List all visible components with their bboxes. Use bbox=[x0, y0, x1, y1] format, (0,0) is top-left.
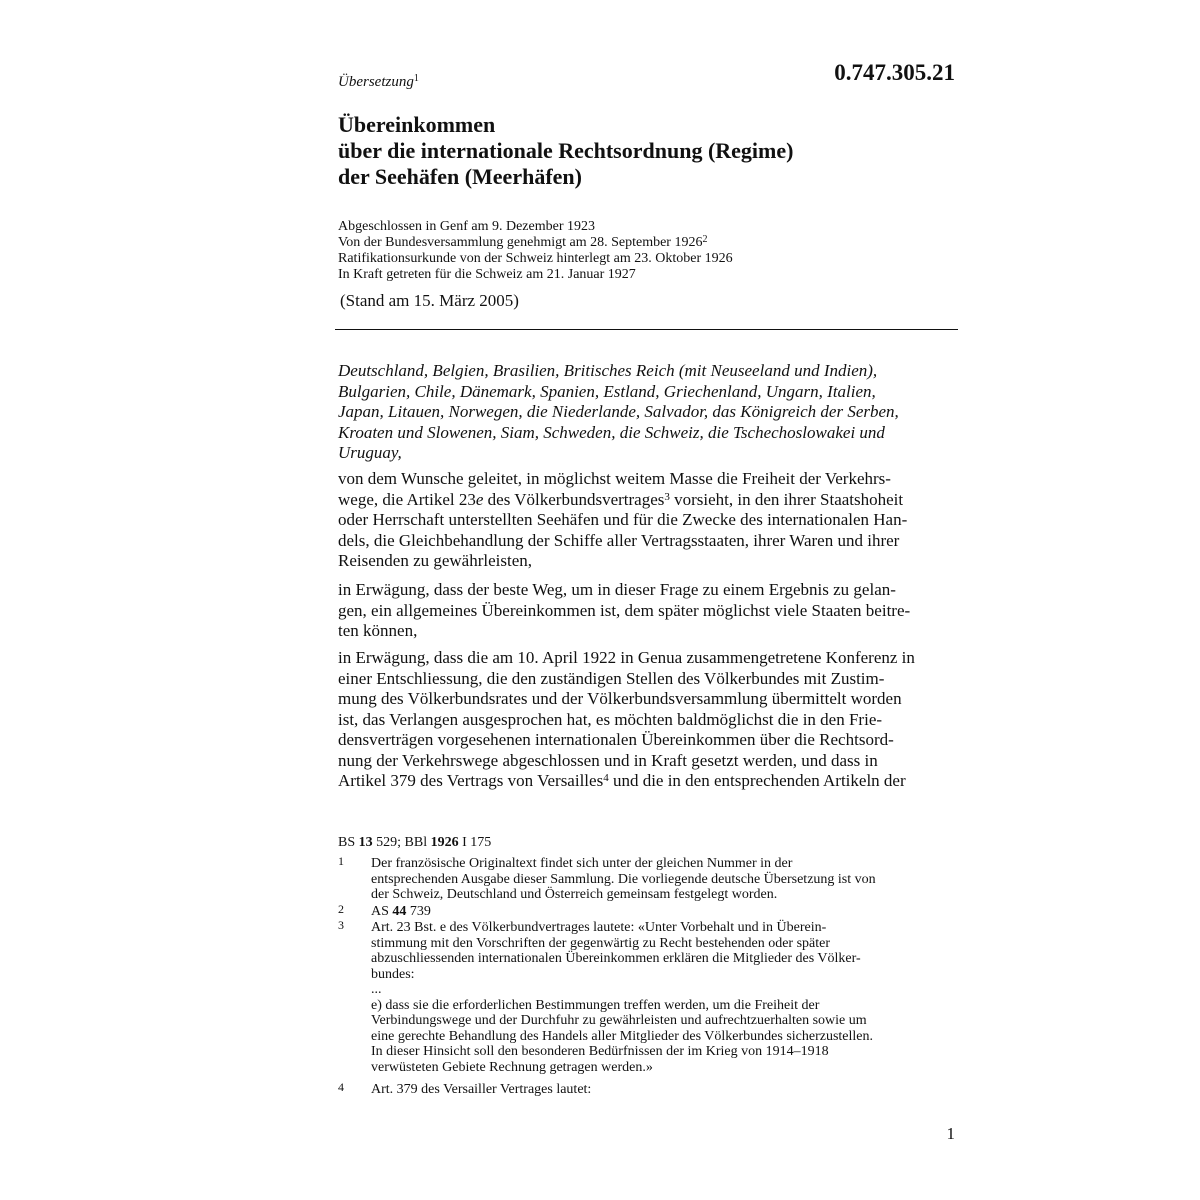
footnote-line: verwüsteten Gebiete Rechnung getragen werden.» bbox=[371, 1059, 653, 1075]
text-span: I 175 bbox=[458, 835, 492, 850]
footnote-line: ... bbox=[371, 982, 382, 997]
text-italic: e bbox=[475, 489, 484, 509]
footnote-number: 2 bbox=[338, 902, 344, 916]
meta-concluded: Abgeschlossen in Genf am 9. Dezember 1923 bbox=[338, 219, 595, 234]
parties-line: Bulgarien, Chile, Dänemark, Spanien, Estland, Griechenland, Ungarn, Italien, bbox=[338, 381, 876, 401]
text-line: von dem Wunsche geleitet, in möglichst weitem Masse die Freiheit der Verkehrs- bbox=[338, 469, 891, 488]
footnote-line: Art. 379 des Versailler Vertrages lautet: bbox=[371, 1082, 592, 1097]
text-line: einer Entschliessung, die den zuständigen Stellen des Völkerbundes mit Zustim- bbox=[338, 668, 885, 688]
text-bold: 13 bbox=[358, 835, 373, 850]
footnote-line: e) dass sie die erforderlichen Bestimmungen treffen werden, um die Freiheit der bbox=[371, 997, 820, 1013]
parties-line: Kroaten und Slowenen, Siam, Schweden, die Schweiz, die Tschechoslowakei und bbox=[338, 422, 885, 442]
meta-approved-text: Von der Bundesversammlung genehmigt am 28. September 1926 bbox=[338, 235, 703, 250]
text-span: Artikel 379 des Vertrags von Versailles bbox=[338, 771, 604, 790]
footnote-text bbox=[371, 920, 961, 1075]
footnote-text bbox=[371, 904, 961, 920]
footnote-number: 4 bbox=[338, 1080, 344, 1094]
document-meta bbox=[338, 219, 958, 283]
footnote-line: Verbindungswege und der Durchfuhr zu gewährleisten und aufrechtzuerhalten sowie um bbox=[371, 1013, 867, 1028]
footnote-line bbox=[371, 904, 961, 920]
footnote-line: entsprechenden Ausgabe dieser Sammlung. Die vorliegende deutsche Übersetzung ist von bbox=[371, 871, 876, 887]
page-number: 1 bbox=[946, 1124, 955, 1143]
footnote-number: 1 bbox=[338, 854, 344, 868]
preamble-paragraph-3 bbox=[338, 648, 958, 792]
meta-ratification: Ratifikationsurkunde von der Schweiz hinterlegt am 23. Oktober 1926 bbox=[338, 251, 733, 266]
footnote-line: stimmung mit den Vorschriften der gegenwärtig zu Recht bestehenden oder später bbox=[371, 935, 831, 951]
translation-text: Übersetzung bbox=[338, 74, 414, 90]
title-line-3: der Seehäfen (Meerhäfen) bbox=[338, 164, 582, 189]
status-date: (Stand am 15. März 2005) bbox=[340, 291, 519, 310]
meta-in-force: In Kraft getreten für die Schweiz am 21. Januar 1927 bbox=[338, 267, 636, 282]
header-divider bbox=[335, 329, 958, 330]
footnote-line: der Schweiz, Deutschland und Österreich gemeinsam festgelegt worden. bbox=[371, 887, 778, 902]
text-line: in Erwägung, dass die am 10. April 1922 in Genua zusammengetretene Konferenz in bbox=[338, 648, 915, 667]
text-line: oder Herrschaft unterstellten Seehäfen und für die Zwecke des internationalen Han- bbox=[338, 510, 908, 529]
text-bold: 1926 bbox=[430, 835, 459, 850]
footnote-ref-4[interactable]: 4 bbox=[603, 772, 609, 784]
parties-line: Uruguay, bbox=[338, 443, 402, 462]
footnote-line: eine gerechte Behandlung des Handels aller Mitglieder des Völkerbundes sicherzustellen. bbox=[371, 1028, 874, 1044]
text-line: ten können, bbox=[338, 621, 418, 640]
text-span: wege, die Artikel 23 bbox=[338, 489, 476, 509]
text-span: AS bbox=[371, 904, 393, 919]
text-line: in Erwägung, dass der beste Weg, um in dieser Frage zu einem Ergebnis zu gelan- bbox=[338, 580, 896, 599]
footnote-line: Art. 23 Bst. e des Völkerbundvertrages lautete: «Unter Vorbehalt und in Überein- bbox=[371, 920, 827, 935]
text-span: BS bbox=[338, 835, 359, 850]
text-span: des Völkerbundsvertrages bbox=[483, 489, 665, 509]
contracting-parties bbox=[338, 361, 958, 464]
text-line bbox=[338, 771, 958, 792]
translation-label bbox=[338, 74, 419, 91]
preamble-paragraph-2 bbox=[338, 580, 958, 642]
document-title bbox=[338, 112, 958, 190]
title-line-2: über die internationale Rechtsordnung (Regime) bbox=[338, 138, 794, 163]
text-span: 739 bbox=[406, 904, 431, 919]
title-line-1: Übereinkommen bbox=[338, 112, 496, 137]
text-line: densverträgen vorgesehenen internationalen Übereinkommen über die Rechtsord- bbox=[338, 730, 894, 749]
text-line: nung der Verkehrswege abgeschlossen und in Kraft gesetzt werden, und dass in bbox=[338, 750, 878, 770]
footnote-number: 3 bbox=[338, 918, 344, 932]
footnote-ref-3[interactable]: 3 bbox=[664, 490, 670, 503]
preamble-paragraph-1 bbox=[338, 469, 958, 572]
text-span: 529; BBl bbox=[372, 835, 431, 850]
text-line: Reisenden zu gewährleisten, bbox=[338, 551, 533, 570]
footnote-line: bundes: bbox=[371, 966, 415, 982]
text-line bbox=[338, 490, 958, 511]
text-line: dels, die Gleichbehandlung der Schiffe aller Vertragsstaaten, ihrer Waren und ihrer bbox=[338, 530, 900, 550]
text-bold: 44 bbox=[392, 904, 407, 919]
footnote-line: abzuschliessenden internationalen Übereinkommen erklären die Mitglieder des Völker- bbox=[371, 951, 861, 966]
parties-line: Deutschland, Belgien, Brasilien, Britisches Reich (mit Neuseeland und Indien), bbox=[338, 361, 878, 380]
text-line: mung des Völkerbundsrates und der Völkerbundsversammlung übermittelt worden bbox=[338, 689, 902, 708]
sr-number: 0.747.305.21 bbox=[834, 60, 955, 85]
text-line: gen, ein allgemeines Übereinkommen ist, dem später möglichst viele Staaten beitre- bbox=[338, 600, 911, 620]
text-line: ist, das Verlangen ausgesprochen hat, es möchten baldmöglichst die in den Frie- bbox=[338, 709, 883, 729]
source-references bbox=[338, 835, 491, 851]
meta-approved bbox=[338, 235, 958, 251]
footnote-line: Der französische Originaltext findet sich unter der gleichen Nummer in der bbox=[371, 856, 793, 871]
parties-line: Japan, Litauen, Norwegen, die Niederlande, Salvador, das Königreich der Serben, bbox=[338, 402, 899, 421]
footnote-line: In dieser Hinsicht soll den besonderen Bedürfnissen der im Krieg von 1914–1918 bbox=[371, 1044, 829, 1059]
footnote-ref-1[interactable]: 1 bbox=[413, 73, 419, 84]
text-span: vorsieht, in den ihrer Staatshoheit bbox=[669, 489, 904, 509]
footnote-text bbox=[371, 1082, 961, 1098]
text-span: und die in den entsprechenden Artikeln der bbox=[608, 771, 906, 790]
footnote-text bbox=[371, 856, 961, 903]
footnote-ref-2[interactable]: 2 bbox=[702, 234, 708, 245]
